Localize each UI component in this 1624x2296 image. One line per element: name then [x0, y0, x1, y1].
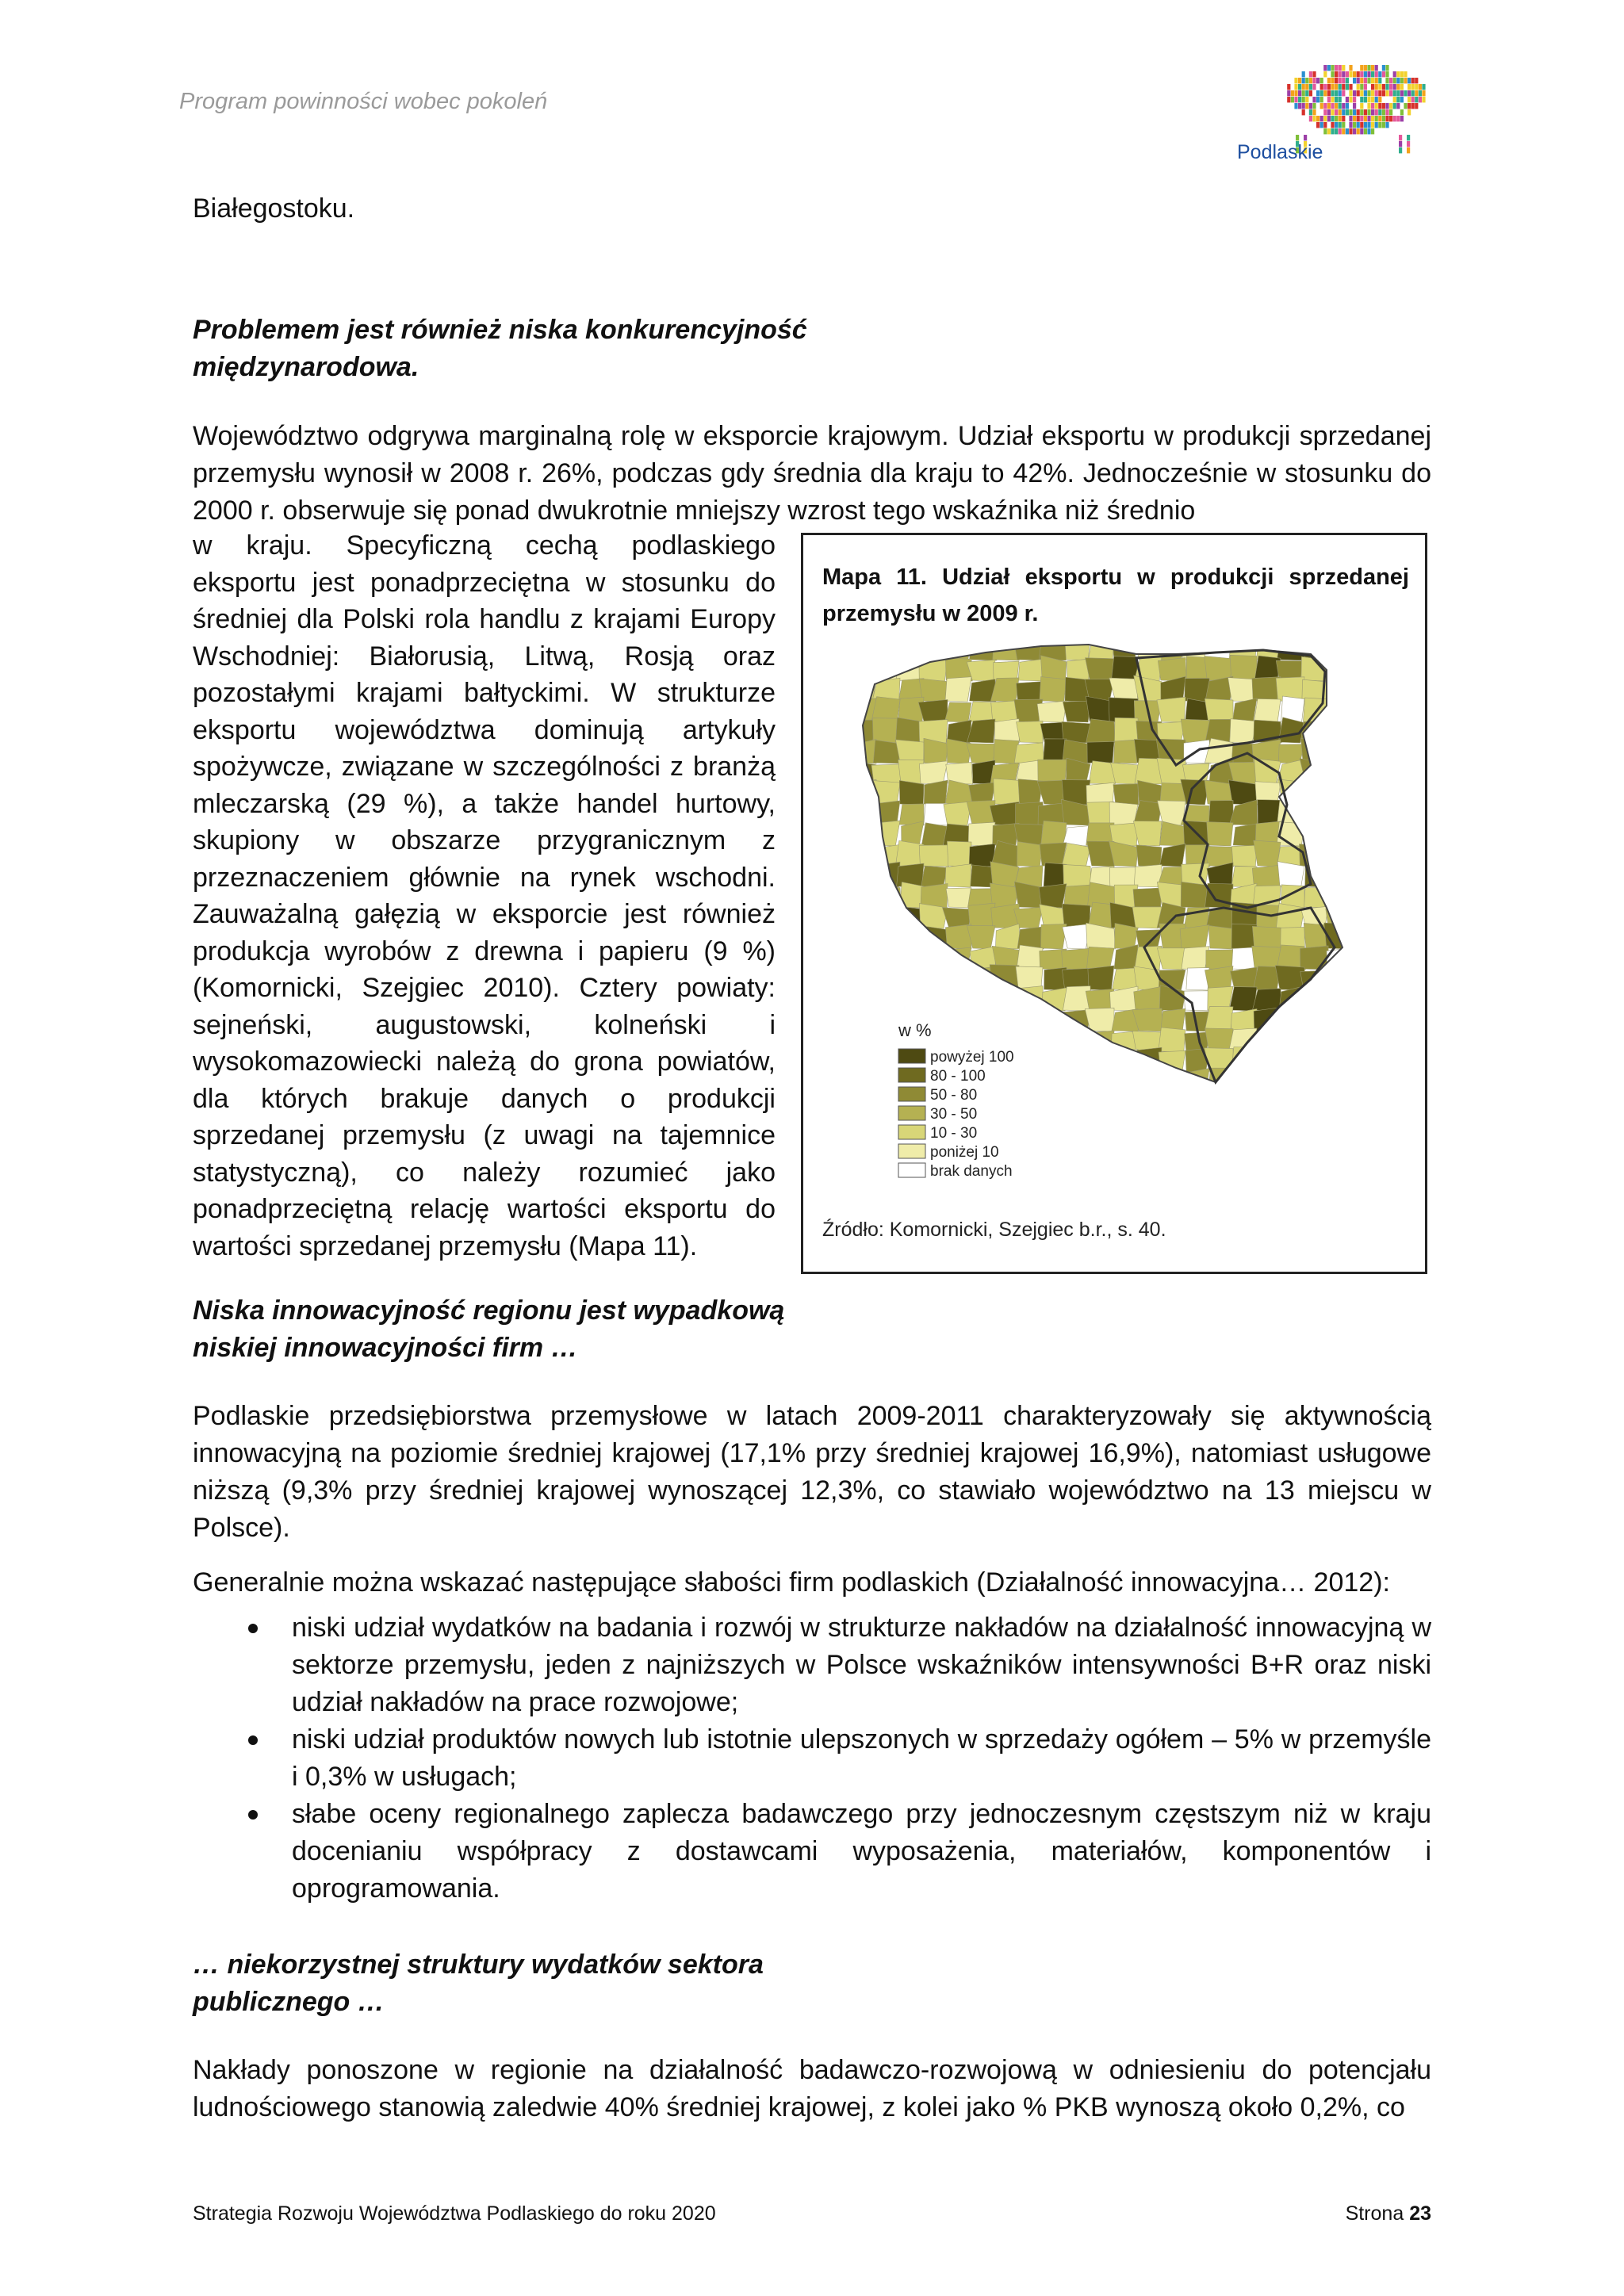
map-figure — [801, 533, 1427, 1274]
map-region — [1253, 1050, 1281, 1073]
program-title: Program powinności wobec pokoleń — [179, 89, 548, 114]
map-region — [1115, 924, 1138, 949]
map-region — [1037, 1012, 1067, 1031]
map-region — [850, 823, 876, 846]
map-region — [1205, 1007, 1233, 1031]
bullet-icon — [248, 1624, 258, 1633]
paragraph-weaknesses-intro — [193, 1564, 1431, 1601]
map-region — [919, 761, 948, 784]
map-region — [925, 966, 948, 990]
map-region — [1230, 655, 1257, 681]
map-region — [1324, 882, 1352, 908]
heading-innovation: Niska innowacyjność regionu jest wypadkową niskiej innowacyjności firm … — [193, 1295, 785, 1363]
map-region — [1326, 826, 1352, 846]
map-region — [1350, 763, 1376, 784]
legend-label: poniżej 10 — [930, 1144, 999, 1161]
map-region — [1254, 1032, 1281, 1052]
map-region — [851, 656, 876, 681]
map-region — [945, 677, 971, 702]
map-region — [1300, 1006, 1328, 1031]
map-region — [1063, 1029, 1090, 1052]
map-region — [1350, 780, 1377, 805]
map-region — [852, 801, 876, 825]
map-region — [1180, 925, 1209, 949]
map-region — [1232, 698, 1257, 722]
map-region — [1348, 947, 1376, 970]
map-region — [899, 635, 924, 660]
map-region — [919, 720, 948, 743]
map-region — [851, 1050, 876, 1073]
map-region — [874, 989, 900, 1011]
map-region — [1279, 1049, 1306, 1073]
paragraph-innovation — [193, 1398, 1431, 1547]
map-region — [1017, 945, 1043, 970]
map-region — [967, 744, 995, 763]
map-region — [1348, 1028, 1377, 1052]
map-region — [947, 841, 971, 867]
map-region — [1324, 635, 1352, 660]
map-region — [871, 1005, 900, 1031]
map-region — [1325, 759, 1352, 784]
map-region — [992, 1006, 1019, 1031]
map-region — [967, 1008, 995, 1031]
legend-label: 80 - 100 — [930, 1068, 986, 1085]
map-region — [1252, 926, 1281, 949]
paragraph-weaknesses-intro-text: Generalnie można wskazać następujące słabości firm podlaskich (Działalność innowacyjna… 2012): — [193, 1567, 1390, 1598]
heading-public-spending: … niekorzystnej struktury wydatków sektora publicznego … — [193, 1950, 764, 2017]
map-region — [1159, 1027, 1185, 1052]
map-region — [873, 740, 900, 763]
map-region — [1063, 864, 1092, 887]
map-region — [897, 989, 925, 1011]
map-region — [1016, 682, 1043, 702]
map-region — [968, 822, 995, 846]
map-region — [1347, 886, 1376, 908]
map-region — [1328, 658, 1353, 681]
map-region — [1327, 678, 1352, 702]
legend-label: brak danych — [930, 1163, 1013, 1180]
map-region — [1348, 637, 1376, 660]
map-region — [1015, 1029, 1043, 1052]
map-region — [1328, 1009, 1352, 1031]
heading-competitiveness: Problemem jest również niska konkurencyjność międzynarodowa. — [193, 315, 807, 382]
map-region — [1015, 1006, 1043, 1031]
map-region — [1347, 656, 1376, 681]
footer-strategy-title: Strategia Rozwoju Województwa Podlaskiego do roku 2020 — [193, 2202, 716, 2225]
map-region — [1305, 1070, 1330, 1093]
map-region — [1254, 840, 1281, 867]
map-region — [1303, 784, 1328, 805]
map-region — [852, 1027, 876, 1052]
map-region — [851, 636, 876, 660]
map-region — [871, 946, 900, 970]
map-region — [1015, 1070, 1043, 1093]
map-region — [946, 888, 971, 908]
map-region — [1228, 1067, 1257, 1093]
map-region — [1014, 1050, 1043, 1073]
map-region — [1157, 948, 1185, 970]
map-region — [1067, 1069, 1090, 1093]
map-region — [1231, 845, 1257, 867]
map-region — [850, 928, 876, 949]
map-region — [1158, 1072, 1186, 1093]
legend-swatch — [898, 1125, 925, 1139]
map-region — [1348, 1006, 1376, 1031]
page-number: 23 — [1409, 2202, 1431, 2225]
map-region — [1063, 1052, 1090, 1073]
legend-label: 10 - 30 — [930, 1125, 978, 1142]
map-region — [1254, 698, 1281, 722]
map-region — [847, 905, 876, 928]
legend-label: 30 - 50 — [930, 1106, 978, 1123]
map-region — [1018, 659, 1044, 681]
map-region — [1113, 740, 1138, 763]
map-region — [1277, 637, 1304, 660]
map-region — [851, 968, 878, 990]
map-region — [1326, 966, 1352, 990]
map-region — [994, 779, 1020, 805]
map-region — [922, 945, 949, 970]
map-region — [1133, 888, 1162, 908]
map-region — [1063, 701, 1090, 722]
weaknesses-list — [193, 1609, 1431, 1908]
map-region — [1039, 1030, 1067, 1052]
map-region — [1327, 1073, 1352, 1093]
poland-export-map — [803, 535, 1425, 1272]
legend-swatch — [898, 1106, 925, 1120]
map-region — [1347, 844, 1376, 867]
list-item: słabe oceny regionalnego zaplecza badawczego przy jednoczesnym częstszym niż w kraju docenianiu współpracy z dostawcami wyposażenia, materiałów, komponentów i oprogramowania. — [193, 1796, 1431, 1908]
map-region — [1017, 721, 1043, 743]
map-region — [1087, 741, 1114, 763]
map-region — [945, 864, 971, 887]
map-region — [1351, 821, 1376, 846]
map-region — [1277, 1011, 1304, 1031]
map-region — [1136, 845, 1162, 867]
map-region — [1205, 698, 1233, 722]
map-region — [1086, 1068, 1114, 1093]
map-region — [1041, 821, 1067, 846]
map-region — [1327, 1031, 1353, 1052]
legend-swatch — [898, 1163, 925, 1177]
map-region — [1233, 824, 1257, 846]
map-region — [944, 1010, 971, 1031]
map-region — [873, 1069, 900, 1093]
paragraph-export-details: w kraju. Specyficzną cechą podlaskiego eksportu jest ponadprzeciętna w stosunku do średniej dla Polski rola handlu z krajami Europy Wschodniej: Białorusią, Litwą, Rosją oraz pozostałymi krajami bałtyckimi. W strukturze eksportu województwa dominują artykuły spożywcze, związane w szczególności z branżą mleczarską (29 %), a także handel hurtowy, skupiony w obszarze przygranicznym z przeznaczeniem głównie na rynek wschodni. Zauważalną gałęzią w eksporcie jest również produkcja wyrobów z drewna i papieru (9 %) (Komornicki, Szejgiec 2010). Cztery powiaty: sejneński, augustowski, kolneński i wysokomazowiecki należą do grona powiatów, dla których brakuje danych o produkcji sprzedanej przemysłu (z uwagi na tajemnice statystyczną), co należy rozumieć jako ponadprzeciętną relację wartości eksportu do wartości sprzedanej przemysłu (Mapa 11). — [193, 530, 776, 1261]
legend-label: 50 - 80 — [930, 1087, 978, 1104]
map-region — [1323, 863, 1352, 887]
legend-title: w % — [898, 1020, 932, 1040]
map-region — [944, 802, 971, 825]
map-region — [1304, 1031, 1328, 1052]
map-region — [1037, 701, 1067, 722]
paragraph-export — [193, 418, 1431, 530]
map-caption: Mapa 11. Udział eksportu w produkcji sprzedanej przemysłu w 2009 r. — [822, 564, 1409, 626]
map-region — [871, 659, 900, 681]
map-region — [1352, 697, 1376, 722]
map-region — [876, 924, 900, 949]
map-region — [1109, 867, 1138, 887]
map-region — [1350, 925, 1376, 949]
map-region — [1065, 635, 1090, 660]
map-region — [1133, 821, 1162, 846]
map-region — [1347, 905, 1376, 928]
map-region — [1350, 677, 1376, 702]
map-region — [1346, 739, 1376, 763]
map-source: Źródło: Komornicki, Szejgiec b.r., s. 40. — [822, 1219, 1166, 1241]
map-region — [1327, 739, 1352, 763]
map-region — [1208, 925, 1234, 949]
map-region — [1350, 986, 1377, 1011]
map-region — [991, 989, 1019, 1011]
logo-label: Podlaskie — [1237, 141, 1323, 163]
map-region — [850, 946, 876, 970]
map-region — [1253, 1072, 1281, 1093]
map-region — [898, 965, 924, 990]
paragraph-rd-spending-text: Nakłady ponoszone w regionie na działalność badawczo-rozwojową w odniesieniu do potencjału ludnościowego stanowią zaledwie 40% średniej krajowej, z kolei jako % PKB wynoszą około 0,2%, co — [193, 2055, 1431, 2122]
footer-page-number — [1346, 2202, 1431, 2225]
bullet-icon — [248, 1735, 258, 1745]
map-region — [994, 719, 1019, 743]
map-region — [1157, 697, 1185, 722]
map-region — [1040, 677, 1067, 702]
map-region — [871, 821, 900, 846]
map-region — [898, 926, 924, 949]
map-region — [1040, 1070, 1067, 1093]
map-region — [1300, 987, 1328, 1011]
map-region — [992, 1069, 1019, 1093]
map-region — [1205, 719, 1233, 743]
map-region — [1277, 800, 1304, 825]
intro-tail-text: Białegostoku. — [193, 193, 355, 224]
list-item: niski udział produktów nowych lub istotnie ulepszonych w sprzedaży ogółem – 5% w przemyśle i 0,3% w usługach; — [193, 1721, 1431, 1796]
map-region — [1230, 719, 1257, 743]
map-region — [1277, 862, 1304, 887]
map-region — [1327, 801, 1352, 825]
map-region — [848, 882, 876, 908]
map-region — [1327, 720, 1352, 743]
legend-swatch — [898, 1087, 925, 1101]
map-region — [872, 862, 900, 887]
map-region — [1111, 763, 1138, 784]
map-region — [1277, 1031, 1304, 1052]
map-region — [1086, 719, 1116, 743]
map-region — [1062, 843, 1090, 867]
map-region — [1328, 843, 1352, 867]
map-region — [848, 987, 877, 1011]
map-region — [848, 739, 876, 763]
legend-swatch — [898, 1049, 925, 1063]
map-region — [1086, 658, 1116, 681]
map-region — [943, 985, 971, 1011]
map-region — [1063, 986, 1090, 1011]
map-region — [848, 1008, 876, 1031]
map-region — [1302, 802, 1328, 825]
map-region — [922, 989, 948, 1011]
map-region — [1159, 844, 1185, 867]
map-region — [1347, 719, 1377, 743]
map-region — [1277, 903, 1304, 928]
map-legend — [898, 1020, 1014, 1180]
map-region — [874, 1027, 900, 1052]
map-region — [1347, 1049, 1376, 1073]
bullet-icon — [248, 1810, 258, 1820]
map-region — [1327, 698, 1352, 722]
legend-swatch — [898, 1144, 925, 1158]
map-region — [876, 968, 900, 990]
map-region — [923, 636, 948, 660]
map-region — [1350, 968, 1376, 990]
map-region — [871, 639, 900, 660]
map-region — [1132, 907, 1162, 928]
map-region — [1300, 1049, 1328, 1073]
map-region — [968, 903, 995, 928]
map-region — [918, 699, 948, 722]
map-region — [1017, 841, 1043, 867]
map-region — [849, 862, 878, 887]
map-region — [1112, 1071, 1138, 1093]
map-region — [1327, 1050, 1352, 1073]
map-region — [1229, 987, 1257, 1011]
map-region — [944, 702, 971, 722]
map-region — [1086, 783, 1114, 805]
map-region — [1349, 799, 1376, 825]
map-region — [990, 802, 1019, 825]
map-region — [1182, 947, 1209, 970]
paragraph-innovation-text: Podlaskie przedsiębiorstwa przemysłowe w latach 2009-2011 charakteryzowały się aktywnością innowacyjną na poziomie średniej krajowej (17,1% przy średniej krajowej 16,9%), natomiast usługowe niższą (9,3% przy średniej krajowej wynoszącej 12,3%, co stawiało województwo na 13 miejscu w Polsce). — [193, 1401, 1431, 1543]
map-region — [1041, 1049, 1067, 1073]
paragraph-export-text: Województwo odgrywa marginalną rolę w eksporcie krajowym. Udział eksportu w produkcji sprzedanej przemysłu wynosił w 2008 r. 26%, podczas gdy średnia dla kraju to 42%. Jednocześnie w stosunku do 2000 r. obserwuje się ponad dwukrotnie mniejszy wzrost tego wskaźnika niż średnio — [193, 421, 1431, 526]
map-region — [967, 989, 995, 1011]
map-region — [1231, 1008, 1257, 1031]
legend-label: powyżej 100 — [930, 1049, 1014, 1066]
map-region — [1113, 784, 1139, 805]
map-region — [1323, 988, 1352, 1011]
map-region — [872, 1050, 900, 1073]
map-region — [1327, 783, 1352, 805]
legend-swatch — [898, 1068, 925, 1082]
map-region — [872, 905, 900, 928]
map-region — [993, 636, 1019, 660]
map-region — [1348, 862, 1377, 887]
map-region — [897, 950, 924, 970]
map-region — [967, 801, 995, 825]
paragraph-rd-spending — [193, 2052, 1431, 2126]
map-region — [924, 780, 948, 805]
map-region — [1090, 1049, 1116, 1073]
map-region — [1088, 966, 1114, 990]
map-region — [1207, 822, 1233, 846]
list-item: niski udział wydatków na badania i rozwój w strukturze nakładów na działalność innowacyjną w sektorze przemysłu, jeden z najniższych w Polsce wskaźników intensywności B+R oraz niski udział nakładów na prace rozwojowe; — [193, 1609, 1431, 1721]
map-region — [848, 1071, 876, 1093]
map-region — [1281, 1073, 1304, 1093]
intro-tail — [193, 190, 1431, 228]
map-region — [1208, 801, 1233, 825]
map-region — [1350, 1070, 1376, 1093]
map-region — [899, 780, 924, 805]
map-region — [943, 968, 971, 990]
page-label: Strona — [1345, 2202, 1404, 2225]
map-region — [1110, 1049, 1139, 1073]
map-region — [1231, 1047, 1257, 1073]
map-region — [848, 841, 876, 867]
map-region — [921, 926, 948, 949]
map-region — [1252, 989, 1281, 1011]
map-region — [1135, 1069, 1162, 1093]
